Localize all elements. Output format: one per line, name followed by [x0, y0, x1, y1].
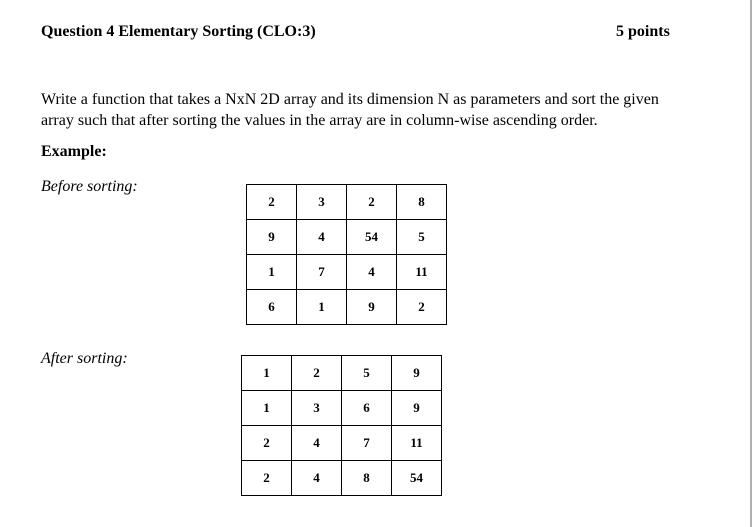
question-text — [41, 89, 681, 131]
table-cell: 7 — [342, 426, 392, 461]
table-cell: 4 — [292, 461, 342, 496]
table-cell: 9 — [347, 290, 397, 325]
table-cell: 2 — [242, 426, 292, 461]
table-cell: 2 — [347, 185, 397, 220]
question-text-line-1: Write a function that takes a NxN 2D array and its dimension N as parameters and sort the given — [41, 91, 659, 108]
table-cell: 7 — [297, 255, 347, 290]
table-row — [242, 461, 442, 496]
table-cell: 1 — [242, 391, 292, 426]
before-sorting-table — [246, 184, 447, 325]
table-row — [247, 185, 447, 220]
table-cell: 4 — [347, 255, 397, 290]
table-cell: 5 — [397, 220, 447, 255]
table-cell: 2 — [242, 461, 292, 496]
table-cell: 4 — [297, 220, 347, 255]
table-row — [247, 290, 447, 325]
table-cell: 1 — [242, 356, 292, 391]
table-cell: 6 — [342, 391, 392, 426]
table-cell: 11 — [392, 426, 442, 461]
table-row — [242, 356, 442, 391]
table-row — [247, 220, 447, 255]
table-cell: 2 — [397, 290, 447, 325]
example-heading: Example: — [41, 143, 107, 160]
table-cell: 9 — [392, 356, 442, 391]
table-cell: 3 — [297, 185, 347, 220]
table-row — [242, 426, 442, 461]
after-sorting-label: After sorting: — [41, 350, 128, 367]
table-cell: 8 — [342, 461, 392, 496]
table-cell: 4 — [292, 426, 342, 461]
table-row — [242, 391, 442, 426]
table-cell: 11 — [397, 255, 447, 290]
table-cell: 3 — [292, 391, 342, 426]
table-cell: 2 — [247, 185, 297, 220]
table-cell: 9 — [392, 391, 442, 426]
table-cell: 54 — [347, 220, 397, 255]
question-title: Question 4 Elementary Sorting (CLO:3) — [41, 23, 316, 40]
question-points: 5 points — [616, 23, 670, 40]
before-sorting-label: Before sorting: — [41, 178, 138, 195]
table-cell: 8 — [397, 185, 447, 220]
table-cell: 2 — [292, 356, 342, 391]
table-cell: 54 — [392, 461, 442, 496]
table-cell: 9 — [247, 220, 297, 255]
table-cell: 1 — [247, 255, 297, 290]
question-text-line-2: array such that after sorting the values in the array are in column-wise ascending order. — [41, 112, 598, 129]
table-cell: 6 — [247, 290, 297, 325]
table-cell: 5 — [342, 356, 392, 391]
after-sorting-table — [241, 355, 442, 496]
table-row — [247, 255, 447, 290]
table-cell: 1 — [297, 290, 347, 325]
